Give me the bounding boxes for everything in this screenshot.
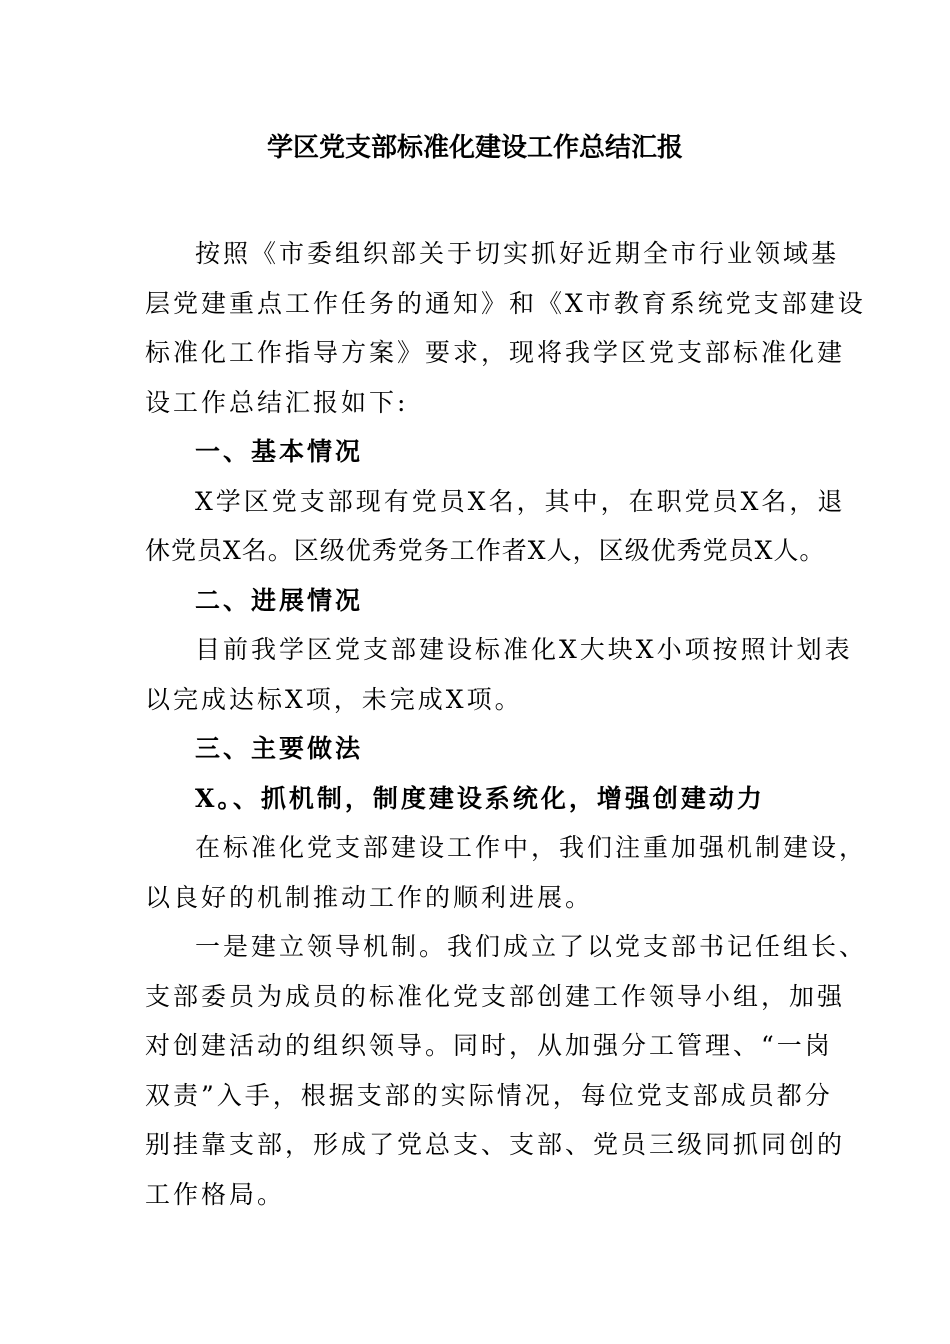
text-line: 休党员X名。区级优秀党务工作者X人，区级优秀党员X人。: [145, 536, 826, 565]
section-heading-basic: 一、基本情况: [195, 437, 364, 466]
section-paragraph-basic: [145, 477, 846, 576]
section-heading-practices: 三、主要做法: [195, 734, 364, 763]
text-line: 标准化工作指导方案》要求，现将我学区党支部标准化建: [145, 338, 846, 367]
section-paragraph-progress: [145, 625, 853, 724]
intro-paragraph: [145, 229, 866, 427]
text-line: 设工作总结汇报如下:: [145, 387, 409, 417]
text-line: 以良好的机制推动工作的顺利进展。: [145, 882, 594, 912]
text-line: 层党建重点工作任务的通知》和《X市教育系统党支部建设: [145, 288, 866, 318]
text-line: 支部委员为成员的标准化党支部创建工作领导小组，加强: [145, 981, 846, 1011]
text-line: 对创建活动的组织领导。同时，从加强分工管理、“一岗: [145, 1031, 833, 1060]
leadership-paragraph: [145, 922, 868, 1219]
text-line: X学区党支部现有党员X名，其中，在职党员X名，退: [195, 486, 846, 516]
text-line: 工作格局。: [145, 1179, 286, 1209]
document-body: [145, 229, 868, 1219]
subsection-heading-mechanism: X。、抓机制，制度建设系统化，增强创建动力: [195, 783, 765, 813]
document-title: 学区党支部标准化建设工作总结汇报: [266, 133, 683, 163]
text-line: 别挂靠支部，形成了党总支、支部、党员三级同抓同创的: [145, 1130, 846, 1159]
text-line: 在标准化党支部建设工作中，我们注重加强机制建设，: [195, 833, 868, 862]
text-line: 按照《市委组织部关于切实抓好近期全市行业领域基: [195, 239, 840, 268]
text-line: 一是建立领导机制。我们成立了以党支部书记任组长、: [195, 932, 868, 961]
text-line: 双责”入手，根据支部的实际情况，每位党支部成员都分: [145, 1080, 833, 1110]
section-heading-progress: 二、进展情况: [195, 585, 364, 615]
text-line: 以完成达标X项，未完成X项。: [145, 684, 523, 714]
text-line: 目前我学区党支部建设标准化X大块X小项按照计划表: [195, 635, 853, 664]
mechanism-paragraph: [145, 823, 868, 922]
